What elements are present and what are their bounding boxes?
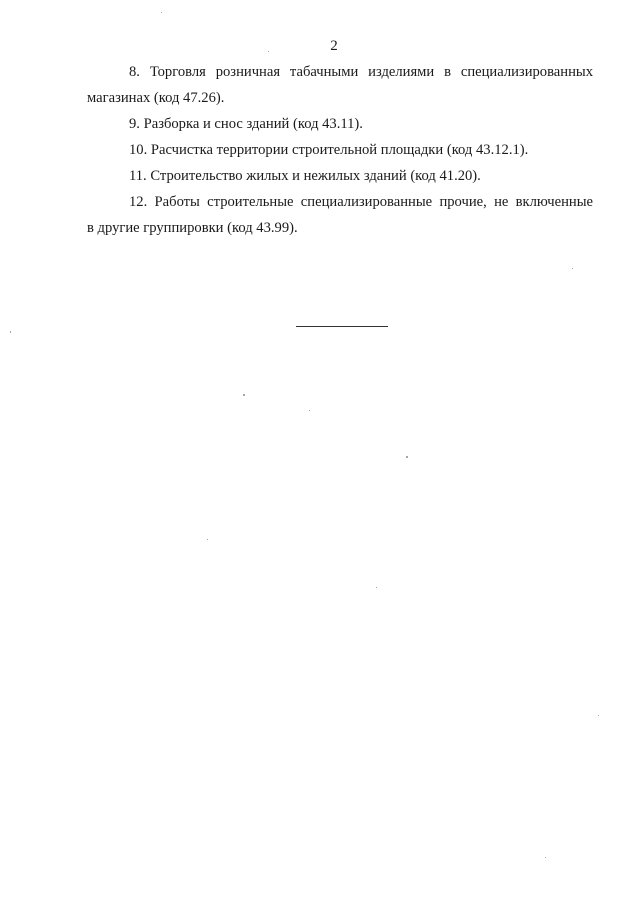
- list-item-text-line-1: 12. Работы строительные специализированные прочие, не включенные: [129, 194, 593, 210]
- list-item: 9. Разборка и снос зданий (код 43.11).: [129, 116, 363, 132]
- scan-speck: [10, 331, 11, 333]
- activity-list: [87, 59, 593, 241]
- scan-speck: [376, 587, 377, 588]
- list-item-text-line-2: магазинах (код 47.26).: [87, 90, 225, 106]
- scan-speck: [268, 51, 269, 52]
- scan-speck: [598, 715, 599, 716]
- scan-speck: [572, 268, 573, 269]
- scan-speck: [207, 539, 208, 540]
- scan-speck: [243, 394, 245, 396]
- scan-speck: [545, 857, 546, 858]
- list-item: 10. Расчистка территории строительной площадки (код 43.12.1).: [129, 142, 529, 158]
- list-item-text-line-2: в другие группировки (код 43.99).: [87, 220, 298, 236]
- list-item: [87, 59, 593, 111]
- list-item: 11. Строительство жилых и нежилых зданий (код 41.20).: [129, 168, 481, 184]
- page-number: 2: [330, 38, 338, 54]
- list-item-text-line-1: 8. Торговля розничная табачными изделиями в специализированных: [129, 64, 593, 80]
- scan-speck: [406, 456, 408, 458]
- scan-speck: [161, 12, 162, 13]
- list-item: [87, 189, 593, 241]
- scan-speck: [309, 410, 310, 411]
- end-separator-line: [296, 326, 388, 327]
